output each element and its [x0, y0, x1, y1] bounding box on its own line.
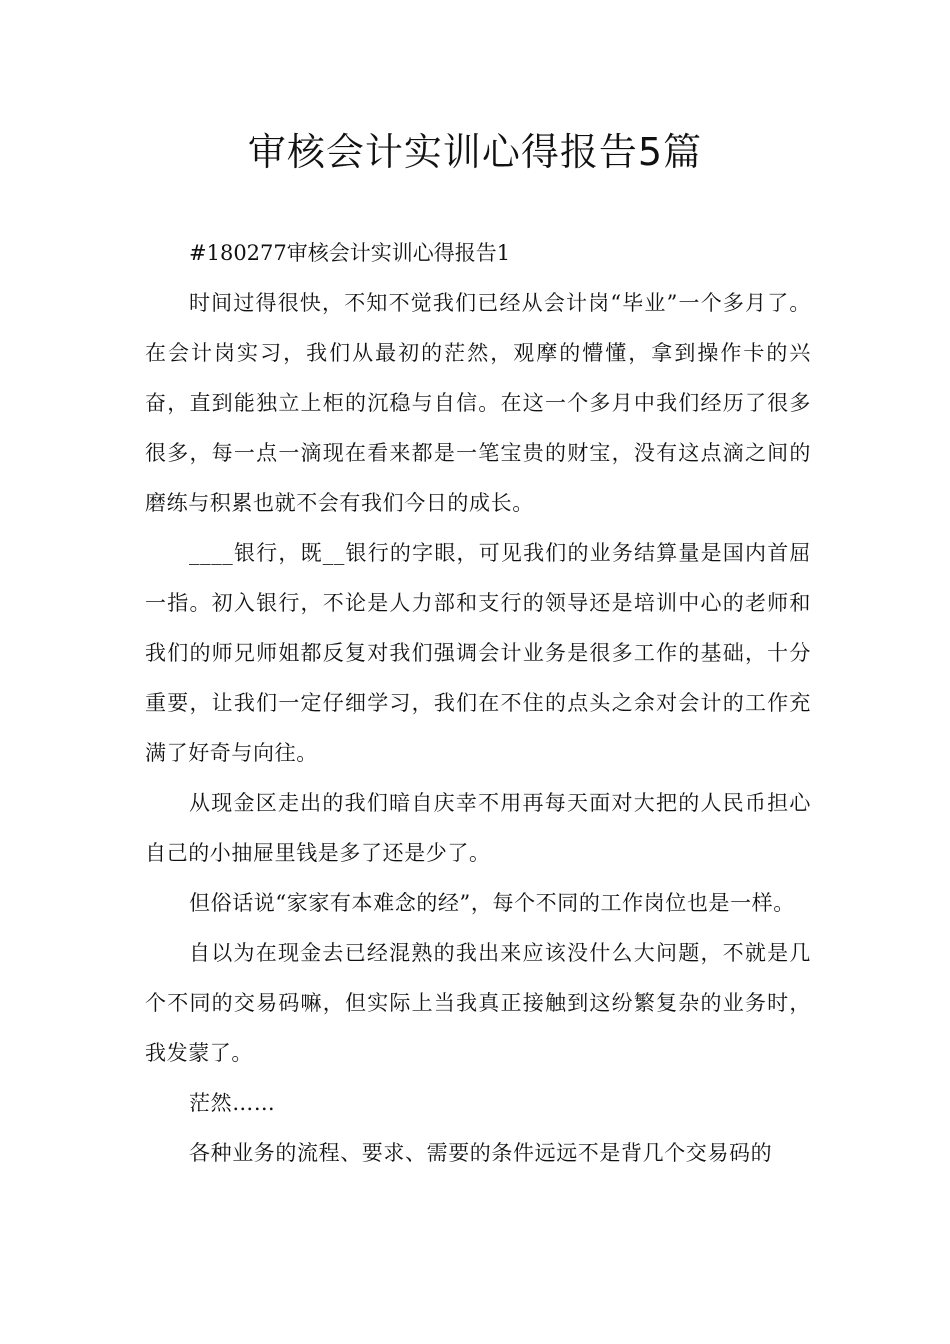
- paragraph: 各种业务的流程、要求、需要的条件远远不是背几个交易码的: [189, 1141, 773, 1165]
- paragraph: 从现金区走出的我们暗自庆幸不用再每天面对大把的人民币担心自己的小抽屉里钱是多了还是少了。: [145, 791, 811, 865]
- paragraph: 但俗话说“家家有本难念的经”，每个不同的工作岗位也是一样。: [189, 891, 795, 915]
- paragraph: 茫然……: [189, 1091, 276, 1115]
- document-body: [145, 228, 811, 1178]
- document-title: 审核会计实训心得报告5篇: [247, 130, 703, 174]
- section-heading: #180277审核会计实训心得报告1: [189, 241, 511, 265]
- paragraph: 自以为在现金去已经混熟的我出来应该没什么大问题，不就是几个不同的交易码嘛，但实际上当我真正接触到这纷繁复杂的业务时，我发蒙了。: [145, 941, 811, 1065]
- paragraph: ____银行，既__银行的字眼，可见我们的业务结算量是国内首屈一指。初入银行，不论是人力部和支行的领导还是培训中心的老师和我们的师兄师姐都反复对我们强调会计业务是很多工作的基础，十分重要，让我们一定仔细学习，我们在不住的点头之余对会计的工作充满了好奇与向往。: [145, 541, 811, 765]
- paragraph: 时间过得很快，不知不觉我们已经从会计岗“毕业”一个多月了。在会计岗实习，我们从最初的茫然，观摩的懵懂，拿到操作卡的兴奋，直到能独立上柜的沉稳与自信。在这一个多月中我们经历了很多很多，每一点一滴现在看来都是一笔宝贵的财宝，没有这点滴之间的磨练与积累也就不会有我们今日的成长。: [145, 291, 811, 515]
